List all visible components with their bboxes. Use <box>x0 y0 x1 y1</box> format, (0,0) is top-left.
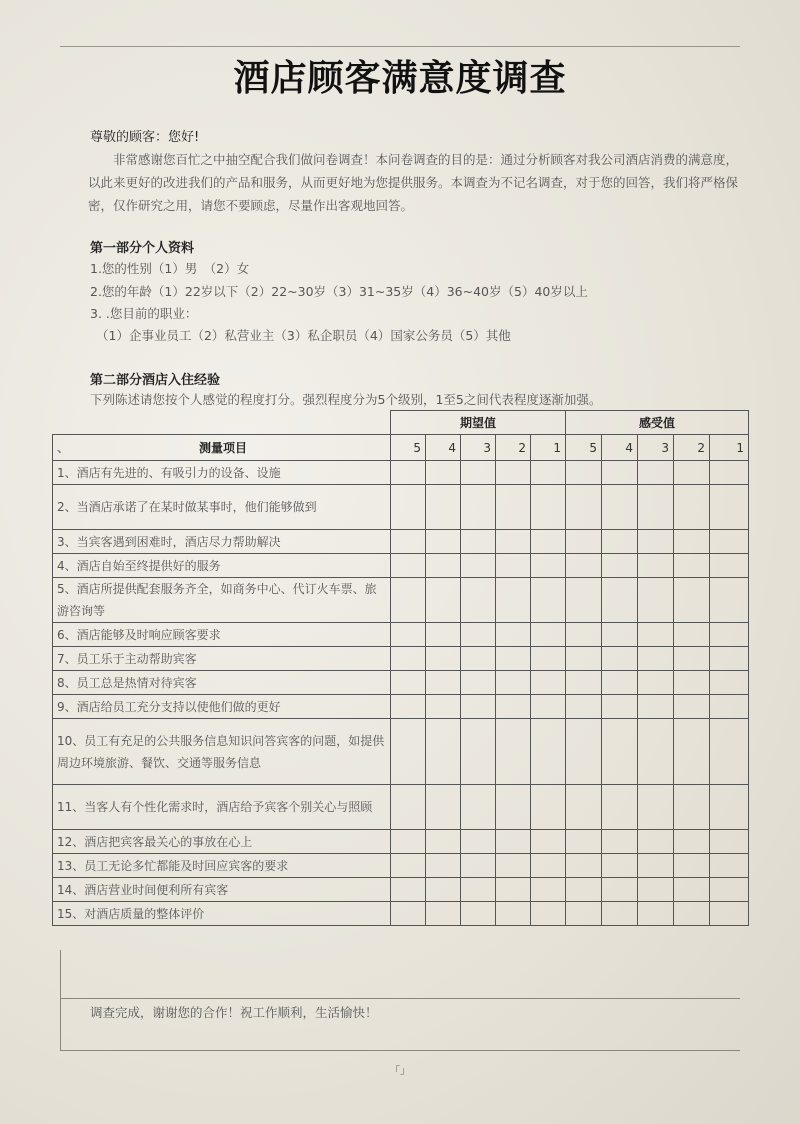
expect-rating-cell[interactable] <box>391 530 426 554</box>
expect-rating-cell[interactable] <box>496 854 531 878</box>
expect-rating-cell[interactable] <box>391 830 426 854</box>
expect-rating-cell[interactable] <box>391 902 426 926</box>
table-row <box>53 719 749 785</box>
feel-rating-cell[interactable] <box>638 719 674 785</box>
feel-rating-cell[interactable] <box>638 485 674 530</box>
feel-rating-cell[interactable] <box>674 461 710 485</box>
expect-rating-cell[interactable] <box>531 695 566 719</box>
expect-rating-cell[interactable] <box>496 695 531 719</box>
feel-rating-cell[interactable] <box>638 878 674 902</box>
expect-rating-cell[interactable] <box>461 647 496 671</box>
table-row <box>53 485 749 530</box>
expect-rating-cell[interactable] <box>531 554 566 578</box>
expect-rating-cell[interactable] <box>391 671 426 695</box>
table-row <box>53 695 749 719</box>
expect-rating-cell[interactable] <box>391 623 426 647</box>
expect-rating-cell[interactable] <box>461 461 496 485</box>
page-footer: 「」 <box>390 1066 410 1077</box>
table-row <box>53 461 749 485</box>
expect-rating-cell[interactable] <box>531 854 566 878</box>
item-text: 13、员工无论多忙都能及时回应宾客的要求 <box>53 854 391 878</box>
expect-rating-cell[interactable] <box>426 671 461 695</box>
expect-rating-cell[interactable] <box>391 578 426 623</box>
expect-rating-cell[interactable] <box>496 485 531 530</box>
expect-rating-cell[interactable] <box>391 461 426 485</box>
item-text: 11、当客人有个性化需求时，酒店给予宾客个别关心与照顾 <box>53 785 391 830</box>
expect-rating-cell[interactable] <box>391 647 426 671</box>
question-occupation: 3. .您目前的职业： <box>90 306 198 321</box>
feel-rating-cell[interactable] <box>674 785 710 830</box>
intro-paragraph: 非常感谢您百忙之中抽空配合我们做问卷调查！本问卷调查的目的是：通过分析顾客对我公司酒店消费的满意度，以此来更好的改进我们的产品和服务，从而更好地为您提供服务。本调查为不记名调查，对于您的回答，我们将严格保密，仅作研究之用，请您不要顾虑，尽量作出客观地回答。 <box>88 152 739 213</box>
feel-rating-cell[interactable] <box>710 530 749 554</box>
expect-rating-cell[interactable] <box>461 530 496 554</box>
part2-instruction: 下列陈述请您按个人感觉的程度打分。强烈程度分为5个级别，1至5之间代表程度逐渐加强。 <box>90 392 602 407</box>
feel-rating-cell[interactable] <box>638 830 674 854</box>
feel-rating-cell[interactable] <box>710 830 749 854</box>
table-row <box>53 647 749 671</box>
expect-rating-cell[interactable] <box>496 785 531 830</box>
table-row <box>53 530 749 554</box>
expect-rating-cell[interactable] <box>531 785 566 830</box>
feel-rating-cell[interactable] <box>674 719 710 785</box>
expect-rating-cell[interactable] <box>496 671 531 695</box>
feel-rating-cell[interactable] <box>674 902 710 926</box>
feel-rating-cell[interactable] <box>602 554 638 578</box>
feel-rating-cell[interactable] <box>566 461 602 485</box>
table-group-header-row <box>53 411 749 435</box>
expect-rating-cell[interactable] <box>461 830 496 854</box>
expect-rating-cell[interactable] <box>461 902 496 926</box>
expect-rating-cell[interactable] <box>426 623 461 647</box>
question-age: 2.您的年龄（1）22岁以下（2）22~30岁（3）31~35岁（4）36~40岁（5）40岁以上 <box>90 284 588 299</box>
feel-rating-cell[interactable] <box>674 830 710 854</box>
scale-feel-1: 1 <box>710 435 749 461</box>
feel-rating-cell[interactable] <box>566 878 602 902</box>
expect-rating-cell[interactable] <box>461 578 496 623</box>
expect-rating-cell[interactable] <box>461 623 496 647</box>
table-row <box>53 554 749 578</box>
feel-rating-cell[interactable] <box>674 671 710 695</box>
expect-rating-cell[interactable] <box>426 578 461 623</box>
expect-rating-cell[interactable] <box>531 623 566 647</box>
feel-rating-cell[interactable] <box>566 623 602 647</box>
expect-rating-cell[interactable] <box>461 485 496 530</box>
table-scale-header-row <box>53 435 749 461</box>
expect-rating-cell[interactable] <box>391 554 426 578</box>
expect-rating-cell[interactable] <box>461 671 496 695</box>
expect-rating-cell[interactable] <box>426 485 461 530</box>
feel-rating-cell[interactable] <box>674 578 710 623</box>
feel-rating-cell[interactable] <box>674 854 710 878</box>
feel-rating-cell[interactable] <box>566 785 602 830</box>
expect-rating-cell[interactable] <box>496 830 531 854</box>
expect-rating-cell[interactable] <box>426 554 461 578</box>
expect-rating-cell[interactable] <box>531 719 566 785</box>
expect-rating-cell[interactable] <box>531 647 566 671</box>
feel-rating-cell[interactable] <box>602 902 638 926</box>
feel-rating-cell[interactable] <box>566 554 602 578</box>
expect-rating-cell[interactable] <box>531 530 566 554</box>
feel-rating-cell[interactable] <box>710 554 749 578</box>
scale-expect-1: 1 <box>531 435 566 461</box>
table-row <box>53 902 749 926</box>
occupation-options: （1）企事业员工（2）私营业主（3）私企职员（4）国家公务员（5）其他 <box>96 328 511 343</box>
feel-rating-cell[interactable] <box>710 719 749 785</box>
item-text: 3、当宾客遇到困难时，酒店尽力帮助解决 <box>53 530 391 554</box>
feel-rating-cell[interactable] <box>710 578 749 623</box>
expect-rating-cell[interactable] <box>461 695 496 719</box>
expect-rating-cell[interactable] <box>496 461 531 485</box>
expect-rating-cell[interactable] <box>391 785 426 830</box>
expect-rating-cell[interactable] <box>531 461 566 485</box>
feel-rating-cell[interactable] <box>674 554 710 578</box>
feel-rating-cell[interactable] <box>638 623 674 647</box>
expect-rating-cell[interactable] <box>496 623 531 647</box>
feel-rating-cell[interactable] <box>602 695 638 719</box>
feel-rating-cell[interactable] <box>602 878 638 902</box>
expect-rating-cell[interactable] <box>426 695 461 719</box>
feel-rating-cell[interactable] <box>710 785 749 830</box>
feel-rating-cell[interactable] <box>566 578 602 623</box>
feel-rating-cell[interactable] <box>638 902 674 926</box>
expect-rating-cell[interactable] <box>496 719 531 785</box>
scale-expect-2: 2 <box>496 435 531 461</box>
expect-rating-cell[interactable] <box>426 719 461 785</box>
feel-rating-cell[interactable] <box>566 485 602 530</box>
feel-rating-cell[interactable] <box>710 695 749 719</box>
feel-rating-cell[interactable] <box>638 578 674 623</box>
header-mark: 、 <box>57 441 70 455</box>
part1-title: 第一部分个人资料 <box>90 241 195 256</box>
feel-rating-cell[interactable] <box>710 461 749 485</box>
expect-rating-cell[interactable] <box>426 854 461 878</box>
feel-rating-cell[interactable] <box>710 878 749 902</box>
rating-table <box>52 410 749 926</box>
feel-rating-cell[interactable] <box>674 530 710 554</box>
expect-rating-cell[interactable] <box>531 578 566 623</box>
table-row <box>53 671 749 695</box>
feel-rating-cell[interactable] <box>566 719 602 785</box>
part2-title: 第二部分酒店入住经验 <box>90 373 221 388</box>
feel-rating-cell[interactable] <box>674 695 710 719</box>
item-text: 8、员工总是热情对待宾客 <box>53 671 391 695</box>
feel-group-header: 感受值 <box>566 411 749 435</box>
item-text: 1、酒店有先进的、有吸引力的设备、设施 <box>53 461 391 485</box>
expect-rating-cell[interactable] <box>496 530 531 554</box>
feel-rating-cell[interactable] <box>566 830 602 854</box>
feel-rating-cell[interactable] <box>602 830 638 854</box>
feel-rating-cell[interactable] <box>674 647 710 671</box>
expect-rating-cell[interactable] <box>531 878 566 902</box>
scale-expect-5: 5 <box>391 435 426 461</box>
feel-rating-cell[interactable] <box>710 902 749 926</box>
feel-rating-cell[interactable] <box>602 854 638 878</box>
feel-rating-cell[interactable] <box>638 647 674 671</box>
table-row <box>53 785 749 830</box>
feel-rating-cell[interactable] <box>638 695 674 719</box>
feel-rating-cell[interactable] <box>710 671 749 695</box>
table-row <box>53 578 749 623</box>
item-text: 10、员工有充足的公共服务信息知识问答宾客的问题，如提供周边环境旅游、餐饮、交通等服务信息 <box>53 719 391 785</box>
expect-rating-cell[interactable] <box>496 578 531 623</box>
expect-rating-cell[interactable] <box>426 647 461 671</box>
expect-rating-cell[interactable] <box>461 719 496 785</box>
page-title: 酒店顾客满意度调查 <box>233 57 567 99</box>
scale-feel-3: 3 <box>638 435 674 461</box>
feel-rating-cell[interactable] <box>710 623 749 647</box>
expect-rating-cell[interactable] <box>391 854 426 878</box>
feel-rating-cell[interactable] <box>674 878 710 902</box>
item-text: 4、酒店自始至终提供好的服务 <box>53 554 391 578</box>
feel-rating-cell[interactable] <box>566 647 602 671</box>
feel-rating-cell[interactable] <box>602 485 638 530</box>
feel-rating-cell[interactable] <box>710 854 749 878</box>
expect-rating-cell[interactable] <box>391 878 426 902</box>
table-row <box>53 854 749 878</box>
item-text: 6、酒店能够及时响应顾客要求 <box>53 623 391 647</box>
closing-frame-bottom <box>60 1050 740 1051</box>
expect-rating-cell[interactable] <box>426 461 461 485</box>
item-column-header <box>53 435 391 461</box>
feel-rating-cell[interactable] <box>566 695 602 719</box>
expect-rating-cell[interactable] <box>426 902 461 926</box>
feel-rating-cell[interactable] <box>602 461 638 485</box>
salutation: 尊敬的顾客：您好! <box>90 130 200 145</box>
feel-rating-cell[interactable] <box>602 530 638 554</box>
feel-rating-cell[interactable] <box>566 854 602 878</box>
feel-rating-cell[interactable] <box>710 647 749 671</box>
feel-rating-cell[interactable] <box>638 785 674 830</box>
feel-rating-cell[interactable] <box>602 647 638 671</box>
scale-expect-4: 4 <box>426 435 461 461</box>
feel-rating-cell[interactable] <box>602 578 638 623</box>
expect-rating-cell[interactable] <box>496 647 531 671</box>
item-text: 5、酒店所提供配套服务齐全，如商务中心、代订火车票、旅游咨询等 <box>53 578 391 623</box>
feel-rating-cell[interactable] <box>602 671 638 695</box>
closing-frame-rule <box>60 998 740 999</box>
table-row <box>53 830 749 854</box>
feel-rating-cell[interactable] <box>638 461 674 485</box>
scale-feel-4: 4 <box>602 435 638 461</box>
scale-expect-3: 3 <box>461 435 496 461</box>
table-row <box>53 623 749 647</box>
scale-feel-2: 2 <box>674 435 710 461</box>
expect-rating-cell[interactable] <box>496 902 531 926</box>
expect-rating-cell[interactable] <box>426 878 461 902</box>
expect-rating-cell[interactable] <box>496 878 531 902</box>
expect-rating-cell[interactable] <box>531 671 566 695</box>
item-text: 2、当酒店承诺了在某时做某事时，他们能够做到 <box>53 485 391 530</box>
table-row <box>53 878 749 902</box>
question-gender: 1.您的性别（1）男 （2）女 <box>90 261 250 276</box>
expect-rating-cell[interactable] <box>496 554 531 578</box>
item-text: 12、酒店把宾客最关心的事放在心上 <box>53 830 391 854</box>
expect-rating-cell[interactable] <box>461 854 496 878</box>
expect-rating-cell[interactable] <box>461 785 496 830</box>
item-header-label: 测量项目 <box>199 441 248 455</box>
feel-rating-cell[interactable] <box>638 530 674 554</box>
table-corner <box>53 411 391 435</box>
feel-rating-cell[interactable] <box>674 485 710 530</box>
expect-rating-cell[interactable] <box>426 830 461 854</box>
feel-rating-cell[interactable] <box>638 854 674 878</box>
expect-rating-cell[interactable] <box>391 695 426 719</box>
feel-rating-cell[interactable] <box>566 530 602 554</box>
feel-rating-cell[interactable] <box>674 623 710 647</box>
feel-rating-cell[interactable] <box>638 671 674 695</box>
feel-rating-cell[interactable] <box>566 671 602 695</box>
feel-rating-cell[interactable] <box>602 785 638 830</box>
expect-rating-cell[interactable] <box>531 830 566 854</box>
closing-message: 调查完成，谢谢您的合作！祝工作顺利，生活愉快！ <box>90 1005 378 1020</box>
scale-feel-5: 5 <box>566 435 602 461</box>
item-text: 9、酒店给员工充分支持以使他们做的更好 <box>53 695 391 719</box>
expect-rating-cell[interactable] <box>461 878 496 902</box>
item-text: 7、员工乐于主动帮助宾客 <box>53 647 391 671</box>
expect-rating-cell[interactable] <box>391 485 426 530</box>
closing-frame-left <box>60 950 61 1050</box>
expect-rating-cell[interactable] <box>426 530 461 554</box>
feel-rating-cell[interactable] <box>566 902 602 926</box>
expect-rating-cell[interactable] <box>426 785 461 830</box>
expect-rating-cell[interactable] <box>391 719 426 785</box>
item-text: 14、酒店营业时间便利所有宾客 <box>53 878 391 902</box>
expect-rating-cell[interactable] <box>531 485 566 530</box>
feel-rating-cell[interactable] <box>638 554 674 578</box>
feel-rating-cell[interactable] <box>602 623 638 647</box>
top-divider <box>60 46 740 47</box>
expect-rating-cell[interactable] <box>531 902 566 926</box>
feel-rating-cell[interactable] <box>602 719 638 785</box>
feel-rating-cell[interactable] <box>710 485 749 530</box>
item-text: 15、对酒店质量的整体评价 <box>53 902 391 926</box>
expect-group-header: 期望值 <box>391 411 566 435</box>
expect-rating-cell[interactable] <box>461 554 496 578</box>
